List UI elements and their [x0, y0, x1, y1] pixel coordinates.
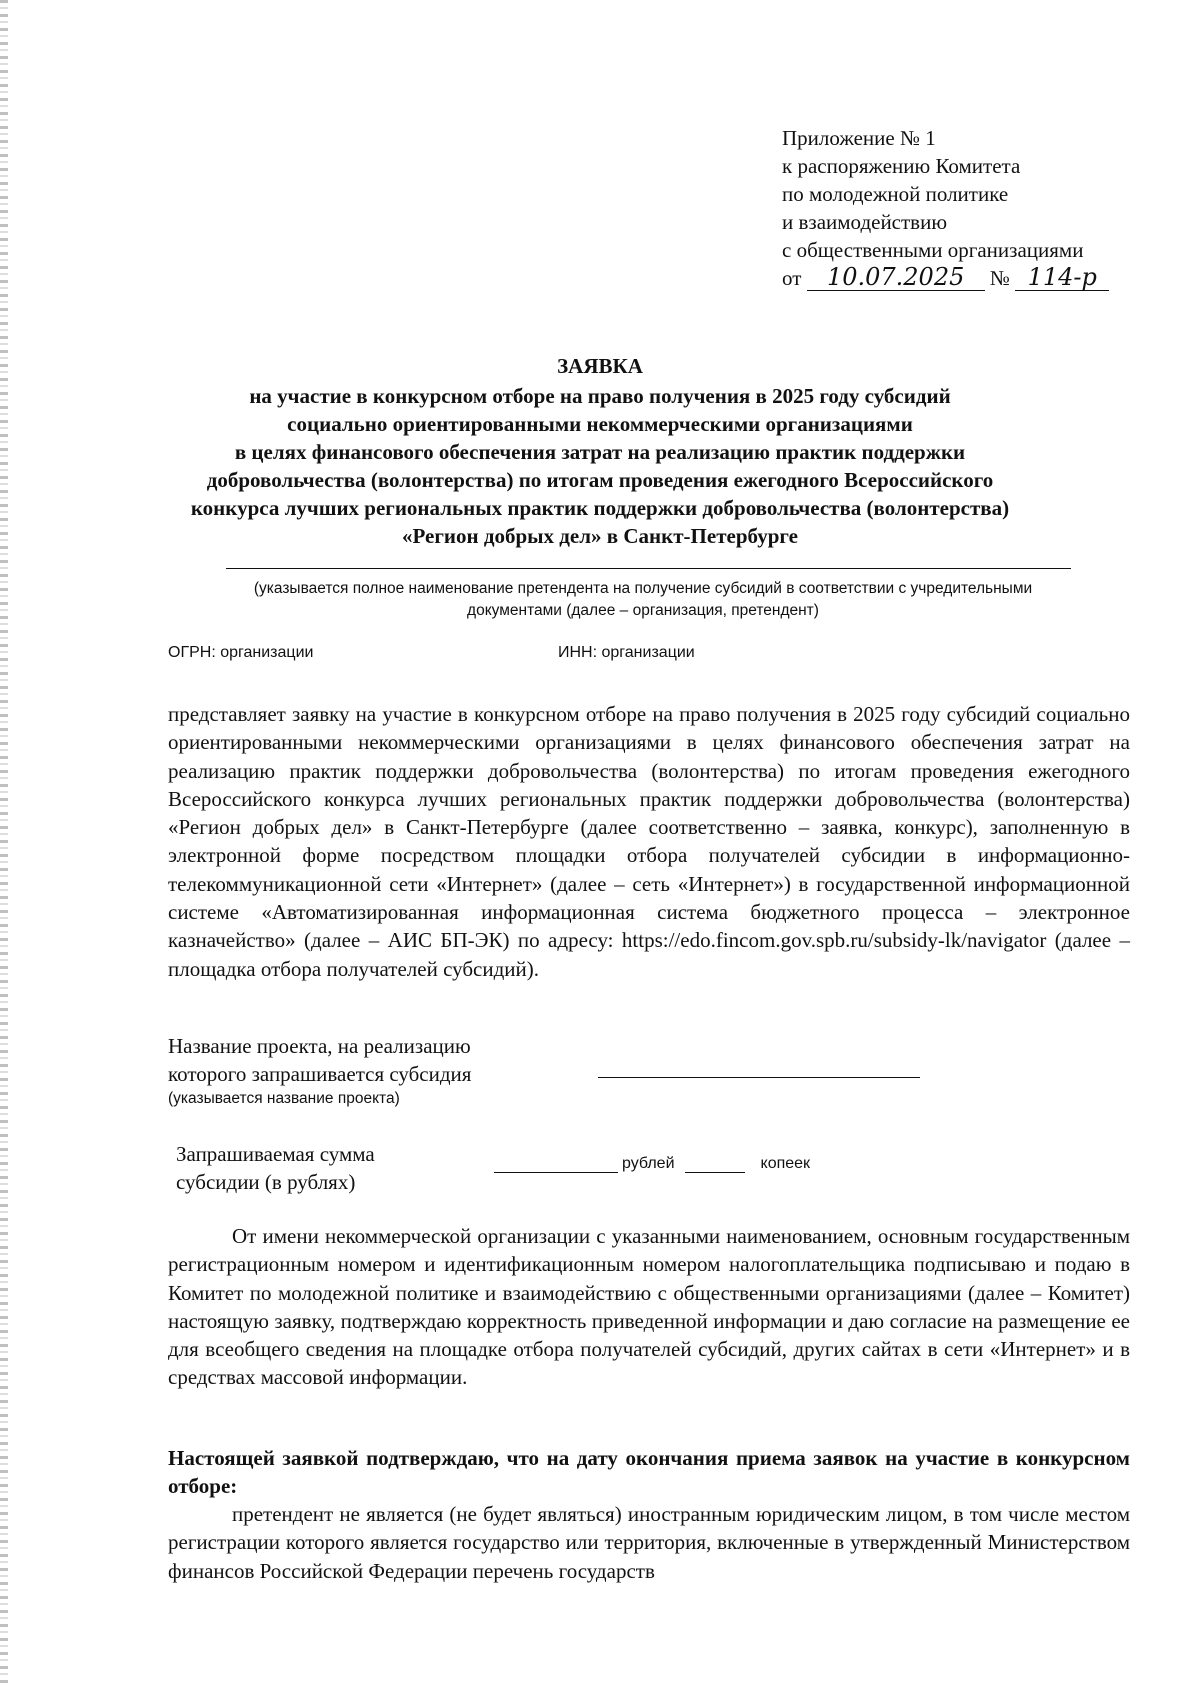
appendix-line: к распоряжению Комитета — [782, 154, 1021, 178]
paragraph-foreign-entity: претендент не является (не будет являться) иностранным юридическим лицом, в том числе местом регистрации которого является государство или территория, включенные в утвержденный Министерством финансов Российской Федерации перечень государств — [168, 1502, 1130, 1583]
title-main: ЗАЯВКА — [557, 354, 643, 378]
sum-label-line: субсидии (в рублях) — [176, 1170, 356, 1194]
project-label-line: которого запрашивается субсидия — [168, 1062, 472, 1086]
hint-line: (указывается полное наименование претендента на получение субсидий в соответствии с учредительными — [253, 580, 1033, 597]
rubles-unit: рублей — [622, 1155, 675, 1172]
title-line: конкурса лучших региональных практик поддержки добровольчества (волонтерства) — [190, 496, 1010, 520]
applicant-name-field[interactable] — [226, 568, 1071, 569]
handwritten-date: 10.07.2025 — [807, 264, 985, 291]
title-line: в целях финансового обеспечения затрат на реализацию практик поддержки — [234, 440, 966, 464]
appendix-block — [782, 124, 1109, 292]
applicant-name-hint — [168, 578, 1118, 622]
appendix-date-line — [782, 264, 1109, 292]
sum-row — [494, 1154, 810, 1173]
scan-edge — [0, 0, 8, 1685]
title-line: социально ориентированными некоммерческими организациями — [287, 412, 913, 436]
project-label — [168, 1032, 471, 1110]
kopecks-field[interactable] — [685, 1154, 745, 1173]
paragraph-application: представляет заявку на участие в конкурсном отборе на право получения в 2025 году субсидий социально ориентированными некоммерческими организациями в целях финансового обеспечения затрат на реализацию практик поддержки добровольчества (волонтерства) по итогам проведения ежегодного Всероссийского конкурса лучших региональных практик поддержки добровольчества (волонтерства) «Регион добрых дел» в Санкт-Петербурге (далее соответственно – заявка, конкурс), заполненную в электронной форме посредством площадки отбора получателей субсидии в информационно-телекоммуникационной сети «Интернет» (далее – сеть «Интернет») в государственной информационной системе «Автоматизированная информационная система бюджетного процесса – электронное казначейство» (далее – АИС БП-ЭК) по адресу: https://edo.fincom.gov.spb.ru/subsidy-lk/navigator (далее – площадка отбора получателей субсидий). — [168, 702, 1130, 981]
date-prefix: от — [782, 266, 802, 290]
ogrn-label: ОГРН: организации — [168, 644, 314, 661]
document-title — [150, 352, 1050, 550]
confirm-heading: Настоящей заявкой подтверждаю, что на дату окончания приема заявок на участие в конкурсном отборе: — [168, 1446, 1130, 1499]
sum-label-line: Запрашиваемая сумма — [176, 1142, 375, 1166]
project-label-line: Название проекта, на реализацию — [168, 1034, 471, 1058]
paragraph-consent: От имени некоммерческой организации с указанными наименованием, основным государственным регистрационным номером и идентификационным номером налогоплательщика подписываю и подаю в Комитет по молодежной политике и взаимодействию с общественными организациями (далее – Комитет) настоящую заявку, подтверждаю корректность приведенной информации и даю согласие на размещение ее для всеобщего сведения на площадке отбора получателей субсидий, других сайтах в сети «Интернет» и в средствах массовой информации. — [168, 1224, 1130, 1390]
sum-label — [176, 1140, 375, 1196]
inn-label: ИНН: организации — [558, 644, 695, 661]
appendix-line: и взаимодействию — [782, 210, 948, 234]
appendix-line: Приложение № 1 — [782, 126, 936, 150]
title-line: «Регион добрых дел» в Санкт-Петербурге — [402, 524, 798, 548]
project-name-field[interactable] — [598, 1077, 920, 1078]
kopecks-unit: копеек — [760, 1155, 811, 1172]
appendix-line: по молодежной политике — [782, 182, 1009, 206]
rubles-field[interactable] — [494, 1154, 618, 1173]
appendix-line: с общественными организациями — [782, 238, 1084, 262]
hint-line: документами (далее – организация, претендент) — [467, 602, 819, 619]
title-line: на участие в конкурсном отборе на право получения в 2025 году субсидий — [249, 384, 951, 408]
title-line: добровольчества (волонтерства) по итогам проведения ежегодного Всероссийского — [206, 468, 994, 492]
project-hint: (указывается название проекта) — [168, 1090, 400, 1107]
number-prefix: № — [989, 266, 1010, 290]
handwritten-number: 114-р — [1015, 264, 1109, 291]
